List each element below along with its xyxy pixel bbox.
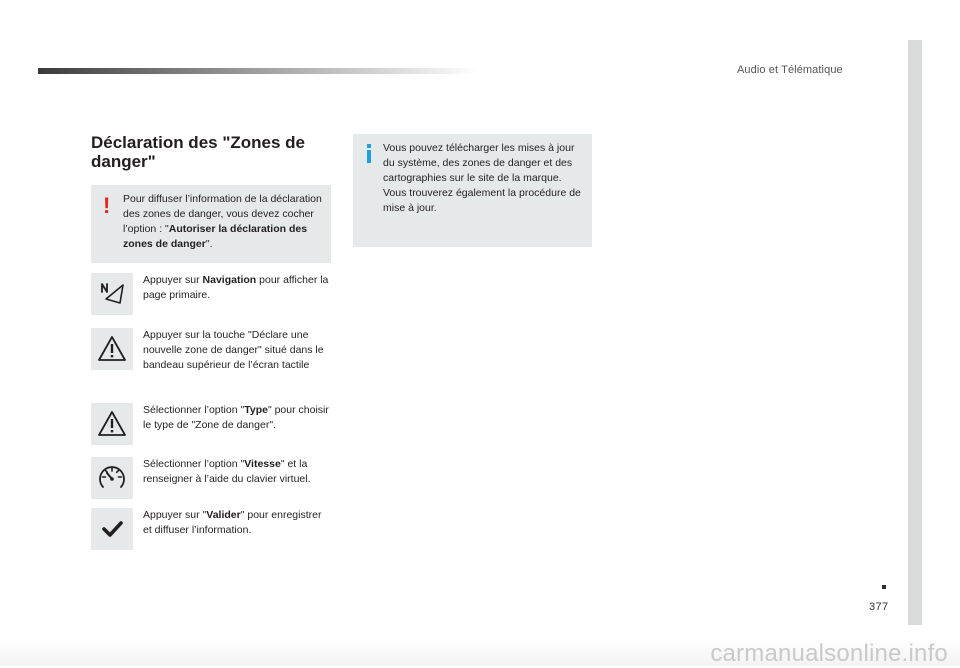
step-text: Appuyer sur la touche "Déclare une nouvelle zone de danger" situé dans le bandeau supérieur de l’écran tactile xyxy=(143,329,324,371)
exclamation-icon: ! xyxy=(103,193,111,218)
watermark: carmanualsonline.info xyxy=(710,640,948,667)
navigation-icon xyxy=(97,279,127,309)
step-text: Appuyer sur Navigation pour afficher la page primaire. xyxy=(143,274,329,301)
danger-triangle-icon xyxy=(97,334,127,364)
page-marker xyxy=(882,585,886,589)
info-icon xyxy=(367,144,371,163)
warning-note xyxy=(91,185,331,263)
step-text: Appuyer sur "Valider" pour enregistrer et diffuser l’information. xyxy=(143,509,322,536)
warning-note-text: Pour diffuser l’information de la déclaration des zones de danger, vous devez cocher l’option : "Autoriser la déclaration des zones de danger". xyxy=(123,193,322,250)
section-title: Audio et Télématique xyxy=(737,64,843,76)
speedometer-icon-button[interactable] xyxy=(91,457,133,499)
info-note-text: Vous pouvez télécharger les mises à jour du système, des zones de danger et des cartographies sur le site de la marque. Vous trouverez également la procédure de mise à jour. xyxy=(383,142,581,214)
speedometer-icon xyxy=(97,463,127,493)
page-title: Déclaration des "Zones de danger" xyxy=(91,133,306,171)
info-note xyxy=(353,134,592,247)
checkmark-icon-button[interactable] xyxy=(91,508,133,550)
navigation-icon-button[interactable] xyxy=(91,273,133,315)
step-text: Sélectionner l’option "Vitesse" et la renseigner à l’aide du clavier virtuel. xyxy=(143,458,311,485)
step-text: Sélectionner l’option "Type" pour choisir le type de "Zone de danger". xyxy=(143,404,329,431)
page-number: 377 xyxy=(869,601,889,613)
checkmark-icon xyxy=(97,514,127,544)
page-edge-strip xyxy=(908,40,922,625)
danger-triangle-icon-button[interactable] xyxy=(91,328,133,370)
danger-triangle-icon xyxy=(97,409,127,439)
danger-triangle-icon-button[interactable] xyxy=(91,403,133,445)
header-gradient-bar xyxy=(38,68,478,74)
